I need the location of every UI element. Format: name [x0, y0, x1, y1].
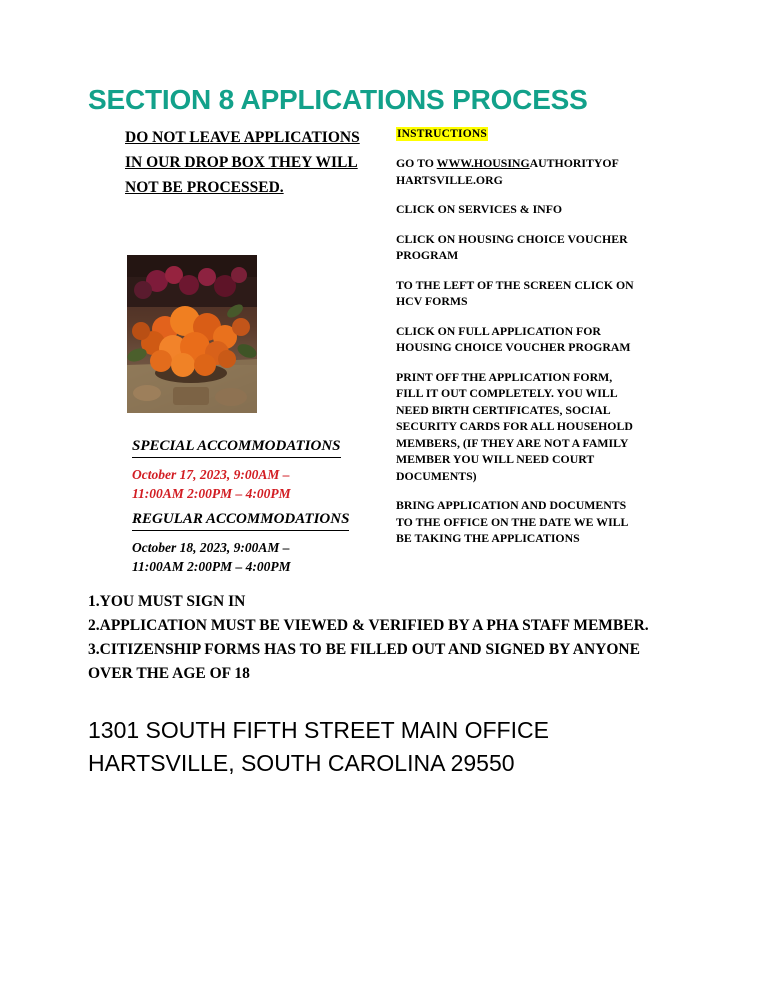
drop-box-notice	[125, 125, 375, 200]
instruction-item-6: PRINT OFF THE APPLICATION FORM, FILL IT OUT COMPLETELY. YOU WILL NEED BIRTH CERTIFICATES, SOCIAL SECURITY CARDS FOR ALL HOUSEHOLD MEMBERS, (IF THEY ARE NOT A FAMILY MEMBER YOU WILL NEED COURT DOCUMENTS)	[396, 369, 633, 483]
regular-accommodations-block	[132, 510, 357, 576]
requirement-2: 2.APPLICATION MUST BE VIEWED & VERIFIED BY A PHA STAFF MEMBER.	[88, 617, 649, 634]
regular-accommodations-line2: 11:00AM 2:00PM – 4:00PM	[132, 559, 291, 574]
housing-authority-link[interactable]: WWW.HOUSING	[436, 156, 530, 170]
address-line-2: HARTSVILLE, SOUTH CAROLINA 29550	[88, 750, 515, 776]
instructions-block	[396, 124, 641, 547]
instruction-1-suffix: AUTHORITYOF HARTSVILLE.ORG	[396, 156, 619, 187]
special-accommodations-heading: SPECIAL ACCOMMODATIONS	[132, 438, 341, 458]
requirement-1: 1.YOU MUST SIGN IN	[88, 593, 246, 610]
address-line-1: 1301 SOUTH FIFTH STREET MAIN OFFICE	[88, 717, 549, 743]
regular-accommodations-heading: REGULAR ACCOMMODATIONS	[132, 511, 349, 531]
office-address	[88, 714, 708, 780]
instruction-item-2: CLICK ON SERVICES & INFO	[396, 202, 563, 216]
regular-accommodations-dates	[132, 538, 357, 576]
instruction-item-5: CLICK ON FULL APPLICATION FOR HOUSING CHOICE VOUCHER PROGRAM	[396, 323, 631, 354]
instructions-label: INSTRUCTIONS	[397, 128, 487, 140]
regular-accommodations-line1: October 18, 2023, 9:00AM –	[132, 540, 290, 555]
special-accommodations-line1: October 17, 2023, 9:00AM –	[132, 467, 290, 482]
requirement-3: 3.CITIZENSHIP FORMS HAS TO BE FILLED OUT AND SIGNED BY ANYONE OVER THE AGE OF 18	[88, 641, 640, 682]
drop-box-notice-text: DO NOT LEAVE APPLICATIONS IN OUR DROP BOX THEY WILL NOT BE PROCESSED.	[125, 129, 360, 196]
floral-arrangement-photo	[127, 255, 257, 413]
instruction-item-4: TO THE LEFT OF THE SCREEN CLICK ON HCV FORMS	[396, 277, 634, 308]
instruction-item-7: BRING APPLICATION AND DOCUMENTS TO THE OFFICE ON THE DATE WE WILL BE TAKING THE APPLICATIONS	[396, 498, 628, 545]
instruction-1-prefix: GO TO	[396, 156, 437, 170]
special-accommodations-line2: 11:00AM 2:00PM – 4:00PM	[132, 486, 291, 501]
instruction-item-1	[396, 155, 641, 188]
instruction-item-3: CLICK ON HOUSING CHOICE VOUCHER PROGRAM	[396, 231, 628, 262]
notice-block	[125, 125, 375, 200]
special-accommodations-block	[132, 437, 357, 503]
photo-graphic	[127, 255, 257, 413]
page-title: SECTION 8 APPLICATIONS PROCESS	[88, 84, 588, 115]
requirements-list	[88, 590, 688, 686]
special-accommodations-dates	[132, 465, 357, 503]
